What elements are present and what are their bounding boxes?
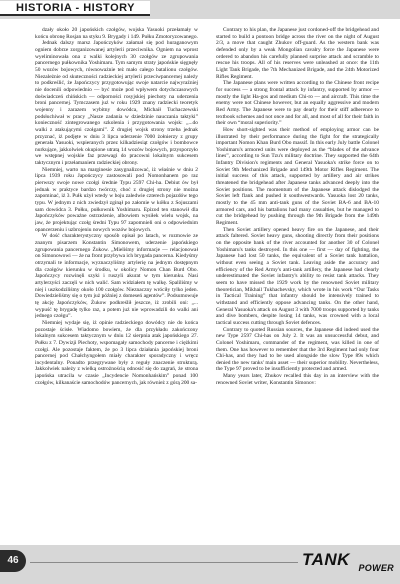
paragraph-en: How short-sighted was their method of employing armor can be illustrated by their performance during the fight for the strategically important Nomon Khan Burd Obo massif. In this early July battle Colonel Yoshimaru's armored units were deployed as the “blades of the advance lines”, according to Sun Tzu's military doctrine. They supported the 64th Infantry Division's regiments and General Yasuoka's strike force on to Soviet 9th Mechanized Brigade and 149th Motor Rifles Regiment. The initial success of this attack, supported by artillery and air strikes threatened the bridgehead after Japanese tanks advanced deeply into the Soviet positions. The momentum of the Japanese attack dislodged the Soviet left flank and pushed it southwestwards. Yasuoka lost 20 tanks, mostly to the 45 mm anti-tank guns of the Soviet BA-6 and BA-10 armored cars, and his battalions had many casualties, but he managed to cut the bridgehead by pushing through the 9th Brigade from the 149th Regiment. xyxy=(216,126,379,227)
paragraph-en: Then Soviet artillery opened heavy fire on the Japanese, and their attack faltered. Soviet heavy guns, shooting directly from their positions on the opposite bank of the river accounted for another 30 of Colonel Yoshimaru's tanks destroyed. In this one — first — day of fighting, the Japanese had lost 50 tanks, the equivalent of a Soviet tank battalion, without even seeing a Soviet tank. Leaving aside the accuracy and efficiency of the Red Army's anti-tank artillery, the Japanese had clearly underestimated the Soviet infantry's ability to resist tank attacks. They seem to have missed the 1929 work by the renowned Soviet military theoretician, Mikhail Tukhachevsky, which wrote in his work “Our Tasks in Tactical Training” that infantry should be intensively trained to withstand and efficiently oppose advancing tanks. On the other hand, General Yasuoka's attack on August 3 with 7000 troops supported by tanks and dive bombers, despite losing 14 tanks, was crowned with a local tactical success cutting through Soviet defences. xyxy=(216,226,379,326)
paragraph-pl: dzały około 20 japońskich czołgów, wojska Yasuoki przełamały w końcu obronę Rosjan na styku 9. Brygady i 149. Pułku Zmotoryzowanego. xyxy=(35,27,198,40)
footer-rule xyxy=(30,562,298,563)
paragraph-en: Contrary to quoted Russian sources, the Japanese did indeed used the new Type 2597 Chi-has on July 2. It was an unsuccessful debut, and Colonel Yoshimaru, commander of the regiment, was killed in one of them. One has however to remember that the 3rd Regiment had only four Chi-has, and they had to be used alongside the slow Type 89s which denied the new tanks' main asset — their superior mobility. Nevertheless, the Type 97 proved to be insufficiently protected and armed. xyxy=(216,326,379,373)
english-text-column xyxy=(216,27,379,539)
paragraph-pl: Jednak dalszy marsz Japończyków załamał się pod huraganowym ogniem dobrze zorganizowanej artylerii przeciwnika. Ogniem na wprost wyeliminowała ona z walki kolejnych 30 czołgów ze zgrupowania pancernego pułkownika Yoshimaru. Tym samym straty japońskie sięgnęły 50 wozów bojowych, równoważnie też mało całego batalionu czołgów. Niezależnie od skuteczności radzieckiej artylerii przeciwpancernej należy to podkreślić, że Japończycy przygotowując swoje natarcie najwyraźniej nie docenili odpowiednio — być może pod wpływem dotychczasowych doświadczeń chińskich — odporności rosyjskiej piechoty na uderzenia broni pancernej. Tymczasem już w roku 1929 znany radziecki teoretyk wojenny i zarazem wybitny dowódca, Michaił Tuchaczewski podsłuchiwał w pracy „Nasze zadania w dziedzinie nauczania taktyki” konieczność zintegrowanego szkolenia i przygotowania wojsk: „...do walki z atakującymi czołgami”. Z drugiej wojsk strony trzeba jednak przyznać, iż podjęte w dniu 3 lipca uderzenie 7000 żołnierzy z grupy generała Yasuoki, wspieranych przez kilkadziesiąt czołgów i bombowce nurkujące, jakkolwiek okupione utratą 14 wozów bojowych, przysporzyło we wstępnej wojskie faz przewagi do pracowni lokalnym sukcesem taktycznym i przełamaniem radzieckiej obrony. xyxy=(35,40,198,167)
paragraph-pl: W dość charakterystyczny sposób opisał po latach, w rozmowie ze znanym pisarzem Konstantin Simonowem, uderzenie japońskiego zgrupowania pancernego Żukow. „Mieliśmy informacje — relacjonował on Simonowowi — że na front przybywa ich brygada pancerna. Kiedyśmy otrzymali te informacje, wyznaczyliśmy artylerię na jednym dostępnym dla czołgów kierunku w środku, w okolicy Nomon Chan Burd Obo. Japończycy rozwinęli szyki i ruszyli akurat w tym kierunku. Nasi artylerzyści zaczęli w nich walić. Sam widziałem tę walkę. Spaliliśmy w niej i uszkodziliśmy około 100 czołgów. Nieznaczny wróciły tylko jeden. Dowiedzieliśmy się o tym już później z domeseń agentów”. Podsumowuje tę akcję Japończyków, Żukow podkreślił jeszcze, iż zrobili oni: „... wypuść tę brygadę tylko raz, a potem już nie wprowadzili do walki ani jednego czołgu”. xyxy=(35,233,198,320)
section-title: HISTORIA - HISTORY xyxy=(0,1,150,16)
paragraph-pl: Niemniej, warto na marginesie zasygnalizować, iż właśnie w dniu 2 lipca 1939 roku Japończycy zastosowali pod Nomonhanem po raz pierwszy swoje nowe czołgi średnie Typu 2597 Chi-ha. Debiut ów był jednak w praktyce bardzo twórczy, choć z drugiej strony nie można zapominać, iż 3. Pułk użył wtedy w boju zaledwie czterech pojazdów tego typu. W jednym z nich zwiedzył zginął po załomie w kółku z Sojuszami sam dowódca 3. Pułku, pułkownik Yoshimaru. Epizod ten stanowił dla Japończyków poważne ostrzeżenie, albowiem wysiłek wielu wojsk, na jaw, że projektując czołg średni Typu 97 zapomnieli oni o odpowiednim opancerzeniu i uzbrojeniu nowych wozów bojowych. xyxy=(35,166,198,233)
paragraph-en: Contrary to his plan, the Japanese just cordoned-off the bridgehead and started to build a pontoon bridge across the river on the night of August 2/3, a move that caught Zhukov off-guard. As the western bank was defended only by a weak Mongolian cavalry force the Japanese were ordered to abandon his carefully planned surprise attack and scramble to rescue his troops. All of his reserves were unleashed at once: the 11th Light Tank Brigade, the 7th Mechanized Brigade, and the 24th Motorized Rifles Regiment. xyxy=(216,27,379,80)
paragraph-en: The Japanese plans were written according to the Chinese front recipe for success — a strong frontal attack by infantry, supported by armor — mostly the light Ha-gos and medium Chi-ro — and aircraft. This time the enemy were not Chinese however, but an equally aggressive and modern Red Army. The Japanese were to pay dearly for their stiff adherence to textbook schemes and not once and for all, and most of all for their faith in their own “moral superiority.” xyxy=(216,80,379,127)
polish-text-column xyxy=(35,27,198,539)
magazine-logo xyxy=(302,551,394,575)
logo-tank-text: TANK xyxy=(302,550,350,569)
logo-power-text: POWER xyxy=(358,563,394,573)
page-number: 46 xyxy=(0,550,26,572)
paragraph-pl: Niemniej wydaje się, iż opinie radzieckiego dowódcy nie do końca pozostaje ścisłe. Wiadomo bowiem, że dla przykładu zakończony lokalnym sukcesem taktycznym w dniu 12 sierpnia atak japońskiego 27. Pułku z 7. Dywizji Piechoty, wspomagały samochody pancerne i ciężkimi czołgi. Ale pozostaje faktem, że po 3 lipca działania japońskiej broni pancernej pod Chałchyngołem miały charakter sporadyczny i wręcz incydentalny. Ponadto przegrywane były z reguły znaczenie strukturą. Jakkolwiek należy z wielką ostrożnością odnosić się do zagrań, że strona japońska utracila w czasie „Incydencie Nomonhańskim” ponad 100 czołgów, kilkanaście samochodów pancernych, jak również z górą 200 sa- xyxy=(35,319,198,386)
paragraph-en: Many years later, Zhukov recalled this day in an interview with the renowned Soviet writer, Konstantin Simonov: xyxy=(216,373,379,386)
